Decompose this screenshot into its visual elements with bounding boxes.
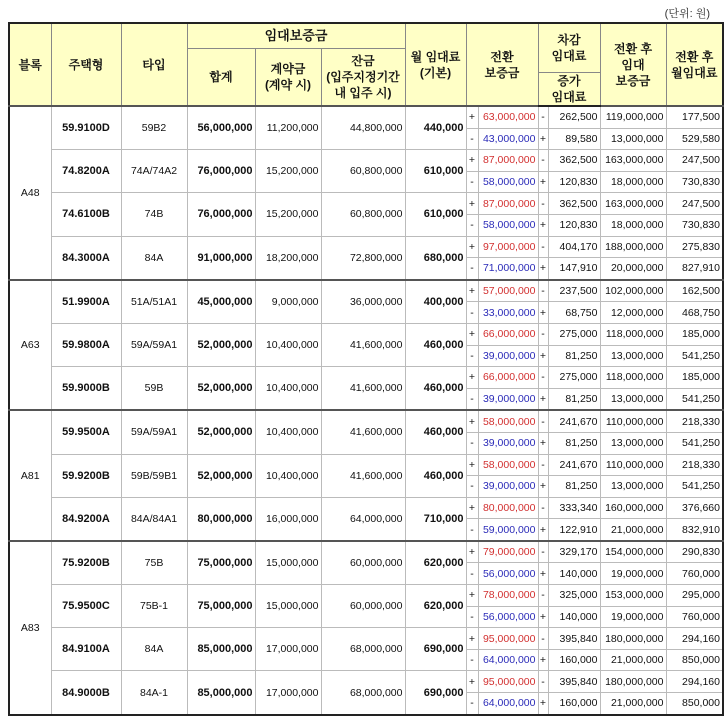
after-monthly-rent: 275,830 xyxy=(666,236,723,258)
deposit-sign: + xyxy=(466,193,478,215)
rent-adjustment: 120,830 xyxy=(548,214,600,236)
deposit-total: 91,000,000 xyxy=(187,236,255,280)
rent-adjustment: 160,000 xyxy=(548,693,600,715)
deposit-sign: - xyxy=(466,258,478,280)
after-deposit: 19,000,000 xyxy=(600,606,666,628)
after-deposit: 160,000,000 xyxy=(600,497,666,519)
table-row xyxy=(9,497,723,519)
block-name: A48 xyxy=(9,106,51,280)
rent-adjustment: 81,250 xyxy=(548,432,600,454)
after-deposit: 119,000,000 xyxy=(600,106,666,128)
after-deposit: 110,000,000 xyxy=(600,454,666,476)
deposit-sign: + xyxy=(466,367,478,389)
monthly-rent: 610,000 xyxy=(405,150,466,193)
balance-amount: 60,800,000 xyxy=(321,193,405,236)
header-after-deposit: 전환 후 임대 보증금 xyxy=(600,23,666,106)
deposit-total: 52,000,000 xyxy=(187,410,255,454)
rent-adjustment: 362,500 xyxy=(548,193,600,215)
after-deposit: 13,000,000 xyxy=(600,432,666,454)
after-monthly-rent: 730,830 xyxy=(666,214,723,236)
rent-adjustment: 404,170 xyxy=(548,236,600,258)
rent-table xyxy=(8,22,724,716)
unit-type: 59A/59A1 xyxy=(121,410,187,454)
table-row xyxy=(9,541,723,563)
balance-amount: 44,800,000 xyxy=(321,106,405,150)
deposit-sign: - xyxy=(466,302,478,324)
header-contract: 계약금 (계약 시) xyxy=(255,49,321,107)
rent-sign: - xyxy=(538,106,548,128)
deposit-total: 56,000,000 xyxy=(187,106,255,150)
rent-sign: - xyxy=(538,236,548,258)
after-deposit: 20,000,000 xyxy=(600,258,666,280)
table-row xyxy=(9,628,723,650)
monthly-rent: 680,000 xyxy=(405,236,466,280)
monthly-rent: 440,000 xyxy=(405,106,466,150)
converted-deposit: 58,000,000 xyxy=(478,454,538,476)
rent-sign: + xyxy=(538,432,548,454)
monthly-rent: 460,000 xyxy=(405,454,466,497)
after-deposit: 13,000,000 xyxy=(600,388,666,410)
after-monthly-rent: 832,910 xyxy=(666,519,723,541)
rent-sign: - xyxy=(538,628,548,650)
balance-amount: 41,600,000 xyxy=(321,454,405,497)
after-deposit: 163,000,000 xyxy=(600,193,666,215)
after-deposit: 18,000,000 xyxy=(600,214,666,236)
rent-adjustment: 275,000 xyxy=(548,323,600,345)
deposit-sign: + xyxy=(466,541,478,563)
after-deposit: 153,000,000 xyxy=(600,585,666,607)
rent-adjustment: 68,750 xyxy=(548,302,600,324)
rent-adjustment: 81,250 xyxy=(548,345,600,367)
deposit-total: 85,000,000 xyxy=(187,628,255,671)
rent-sign: - xyxy=(538,323,548,345)
unit-type: 59B xyxy=(121,367,187,411)
rent-sign: + xyxy=(538,258,548,280)
rent-adjustment: 362,500 xyxy=(548,150,600,172)
rent-adjustment: 262,500 xyxy=(548,106,600,128)
rent-adjustment: 140,000 xyxy=(548,563,600,585)
balance-amount: 60,000,000 xyxy=(321,541,405,585)
rent-sign: + xyxy=(538,519,548,541)
unit-type: 84A-1 xyxy=(121,671,187,715)
rent-sign: + xyxy=(538,693,548,715)
after-deposit: 12,000,000 xyxy=(600,302,666,324)
housing-type: 59.9000B xyxy=(51,367,121,411)
unit-type: 51A/51A1 xyxy=(121,280,187,324)
converted-deposit: 56,000,000 xyxy=(478,606,538,628)
unit-label: (단위: 원) xyxy=(664,8,710,20)
converted-deposit: 66,000,000 xyxy=(478,323,538,345)
deposit-sign: + xyxy=(466,150,478,172)
after-monthly-rent: 294,160 xyxy=(666,628,723,650)
converted-deposit: 95,000,000 xyxy=(478,671,538,693)
table-row xyxy=(9,280,723,302)
rent-adjustment: 140,000 xyxy=(548,606,600,628)
after-monthly-rent: 827,910 xyxy=(666,258,723,280)
rent-sign: - xyxy=(538,410,548,432)
rent-sign: - xyxy=(538,367,548,389)
contract-amount: 11,200,000 xyxy=(255,106,321,150)
deposit-sign: - xyxy=(466,214,478,236)
contract-amount: 9,000,000 xyxy=(255,280,321,324)
after-deposit: 21,000,000 xyxy=(600,519,666,541)
rent-sign: + xyxy=(538,171,548,193)
unit-type: 84A/84A1 xyxy=(121,497,187,541)
unit-type: 84A xyxy=(121,628,187,671)
converted-deposit: 64,000,000 xyxy=(478,693,538,715)
deposit-total: 52,000,000 xyxy=(187,323,255,366)
deposit-total: 45,000,000 xyxy=(187,280,255,324)
converted-deposit: 66,000,000 xyxy=(478,367,538,389)
deposit-total: 52,000,000 xyxy=(187,454,255,497)
header-block: 블록 xyxy=(9,23,51,106)
housing-type: 74.6100B xyxy=(51,193,121,236)
balance-amount: 68,000,000 xyxy=(321,628,405,671)
rent-adjustment: 333,340 xyxy=(548,497,600,519)
rent-adjustment: 160,000 xyxy=(548,649,600,671)
deposit-sign: + xyxy=(466,497,478,519)
deposit-sign: - xyxy=(466,128,478,150)
contract-amount: 10,400,000 xyxy=(255,454,321,497)
unit-type: 84A xyxy=(121,236,187,280)
balance-amount: 41,600,000 xyxy=(321,367,405,411)
deposit-total: 52,000,000 xyxy=(187,367,255,411)
after-deposit: 118,000,000 xyxy=(600,323,666,345)
contract-amount: 17,000,000 xyxy=(255,628,321,671)
table-row xyxy=(9,671,723,693)
after-monthly-rent: 247,500 xyxy=(666,193,723,215)
rent-sign: - xyxy=(538,497,548,519)
monthly-rent: 460,000 xyxy=(405,323,466,366)
balance-amount: 41,600,000 xyxy=(321,323,405,366)
contract-amount: 10,400,000 xyxy=(255,410,321,454)
block-name: A83 xyxy=(9,541,51,715)
after-monthly-rent: 850,000 xyxy=(666,649,723,671)
rent-adjustment: 237,500 xyxy=(548,280,600,302)
deposit-sign: - xyxy=(466,345,478,367)
converted-deposit: 71,000,000 xyxy=(478,258,538,280)
housing-type: 84.9000B xyxy=(51,671,121,715)
rent-sign: + xyxy=(538,214,548,236)
deposit-sign: - xyxy=(466,519,478,541)
block-name: A63 xyxy=(9,280,51,411)
after-monthly-rent: 760,000 xyxy=(666,606,723,628)
after-monthly-rent: 185,000 xyxy=(666,323,723,345)
converted-deposit: 87,000,000 xyxy=(478,150,538,172)
rent-sign: - xyxy=(538,150,548,172)
monthly-rent: 690,000 xyxy=(405,671,466,715)
header-rent-decrease: 차감 임대료 xyxy=(538,23,600,73)
after-monthly-rent: 541,250 xyxy=(666,432,723,454)
after-deposit: 163,000,000 xyxy=(600,150,666,172)
converted-deposit: 57,000,000 xyxy=(478,280,538,302)
after-deposit: 154,000,000 xyxy=(600,541,666,563)
table-row xyxy=(9,150,723,172)
converted-deposit: 97,000,000 xyxy=(478,236,538,258)
contract-amount: 10,400,000 xyxy=(255,367,321,411)
housing-type: 59.9200B xyxy=(51,454,121,497)
after-monthly-rent: 529,580 xyxy=(666,128,723,150)
converted-deposit: 58,000,000 xyxy=(478,410,538,432)
after-monthly-rent: 247,500 xyxy=(666,150,723,172)
deposit-total: 76,000,000 xyxy=(187,150,255,193)
unit-type: 59A/59A1 xyxy=(121,323,187,366)
deposit-sign: - xyxy=(466,476,478,498)
after-deposit: 180,000,000 xyxy=(600,671,666,693)
unit-type: 59B2 xyxy=(121,106,187,150)
rent-adjustment: 325,000 xyxy=(548,585,600,607)
balance-amount: 36,000,000 xyxy=(321,280,405,324)
rent-sign: + xyxy=(538,476,548,498)
header-type: 타입 xyxy=(121,23,187,106)
after-deposit: 21,000,000 xyxy=(600,649,666,671)
header-deposit: 임대보증금 xyxy=(187,23,405,49)
after-deposit: 21,000,000 xyxy=(600,693,666,715)
converted-deposit: 95,000,000 xyxy=(478,628,538,650)
after-monthly-rent: 468,750 xyxy=(666,302,723,324)
block-name: A81 xyxy=(9,410,51,541)
after-monthly-rent: 760,000 xyxy=(666,563,723,585)
rent-adjustment: 395,840 xyxy=(548,671,600,693)
housing-type: 51.9900A xyxy=(51,280,121,324)
rent-adjustment: 147,910 xyxy=(548,258,600,280)
after-deposit: 180,000,000 xyxy=(600,628,666,650)
deposit-total: 75,000,000 xyxy=(187,585,255,628)
housing-type: 59.9100D xyxy=(51,106,121,150)
deposit-sign: - xyxy=(466,606,478,628)
after-monthly-rent: 730,830 xyxy=(666,171,723,193)
after-deposit: 19,000,000 xyxy=(600,563,666,585)
rent-adjustment: 275,000 xyxy=(548,367,600,389)
balance-amount: 72,800,000 xyxy=(321,236,405,280)
converted-deposit: 80,000,000 xyxy=(478,497,538,519)
rent-adjustment: 395,840 xyxy=(548,628,600,650)
converted-deposit: 64,000,000 xyxy=(478,649,538,671)
unit-type: 75B xyxy=(121,541,187,585)
table-row xyxy=(9,193,723,215)
after-monthly-rent: 295,000 xyxy=(666,585,723,607)
balance-amount: 68,000,000 xyxy=(321,671,405,715)
contract-amount: 16,000,000 xyxy=(255,497,321,541)
rent-sign: + xyxy=(538,302,548,324)
deposit-sign: + xyxy=(466,106,478,128)
after-deposit: 13,000,000 xyxy=(600,476,666,498)
converted-deposit: 59,000,000 xyxy=(478,519,538,541)
rent-adjustment: 329,170 xyxy=(548,541,600,563)
contract-amount: 18,200,000 xyxy=(255,236,321,280)
converted-deposit: 79,000,000 xyxy=(478,541,538,563)
contract-amount: 17,000,000 xyxy=(255,671,321,715)
rent-adjustment: 241,670 xyxy=(548,410,600,432)
rent-adjustment: 120,830 xyxy=(548,171,600,193)
after-monthly-rent: 541,250 xyxy=(666,476,723,498)
after-monthly-rent: 177,500 xyxy=(666,106,723,128)
deposit-sign: - xyxy=(466,171,478,193)
converted-deposit: 58,000,000 xyxy=(478,171,538,193)
deposit-sign: + xyxy=(466,628,478,650)
header-monthly: 월 임대료 (기본) xyxy=(405,23,466,106)
table-row xyxy=(9,410,723,432)
rent-adjustment: 81,250 xyxy=(548,388,600,410)
table-row xyxy=(9,585,723,607)
rent-sign: + xyxy=(538,649,548,671)
rent-sign: + xyxy=(538,388,548,410)
header-balance: 잔금 (입주지정기간 내 입주 시) xyxy=(321,49,405,107)
deposit-total: 75,000,000 xyxy=(187,541,255,585)
converted-deposit: 58,000,000 xyxy=(478,214,538,236)
header-after-monthly: 전환 후 월임대료 xyxy=(666,23,723,106)
after-monthly-rent: 541,250 xyxy=(666,345,723,367)
after-monthly-rent: 162,500 xyxy=(666,280,723,302)
converted-deposit: 56,000,000 xyxy=(478,563,538,585)
unit-type: 59B/59B1 xyxy=(121,454,187,497)
contract-amount: 15,200,000 xyxy=(255,150,321,193)
housing-type: 59.9500A xyxy=(51,410,121,454)
rent-sign: - xyxy=(538,193,548,215)
converted-deposit: 87,000,000 xyxy=(478,193,538,215)
deposit-sign: + xyxy=(466,236,478,258)
monthly-rent: 620,000 xyxy=(405,541,466,585)
after-deposit: 110,000,000 xyxy=(600,410,666,432)
monthly-rent: 620,000 xyxy=(405,585,466,628)
rent-adjustment: 89,580 xyxy=(548,128,600,150)
rent-sign: - xyxy=(538,454,548,476)
after-monthly-rent: 850,000 xyxy=(666,693,723,715)
after-deposit: 118,000,000 xyxy=(600,367,666,389)
deposit-sign: + xyxy=(466,585,478,607)
monthly-rent: 710,000 xyxy=(405,497,466,541)
contract-amount: 15,000,000 xyxy=(255,585,321,628)
rent-adjustment: 241,670 xyxy=(548,454,600,476)
balance-amount: 60,800,000 xyxy=(321,150,405,193)
deposit-sign: - xyxy=(466,563,478,585)
monthly-rent: 400,000 xyxy=(405,280,466,324)
converted-deposit: 63,000,000 xyxy=(478,106,538,128)
after-deposit: 13,000,000 xyxy=(600,128,666,150)
after-monthly-rent: 218,330 xyxy=(666,410,723,432)
after-monthly-rent: 218,330 xyxy=(666,454,723,476)
deposit-sign: + xyxy=(466,454,478,476)
after-monthly-rent: 541,250 xyxy=(666,388,723,410)
rent-sign: + xyxy=(538,563,548,585)
balance-amount: 60,000,000 xyxy=(321,585,405,628)
converted-deposit: 39,000,000 xyxy=(478,432,538,454)
converted-deposit: 78,000,000 xyxy=(478,585,538,607)
rent-sign: - xyxy=(538,671,548,693)
header-housing-type: 주택형 xyxy=(51,23,121,106)
deposit-sign: - xyxy=(466,693,478,715)
contract-amount: 15,200,000 xyxy=(255,193,321,236)
unit-type: 74A/74A2 xyxy=(121,150,187,193)
after-deposit: 188,000,000 xyxy=(600,236,666,258)
deposit-sign: + xyxy=(466,280,478,302)
header-conv-deposit: 전환 보증금 xyxy=(466,23,538,106)
deposit-sign: - xyxy=(466,649,478,671)
deposit-total: 76,000,000 xyxy=(187,193,255,236)
table-row xyxy=(9,454,723,476)
rent-sign: - xyxy=(538,541,548,563)
table-row xyxy=(9,236,723,258)
housing-type: 84.9200A xyxy=(51,497,121,541)
deposit-sign: + xyxy=(466,671,478,693)
housing-type: 84.9100A xyxy=(51,628,121,671)
rent-sign: + xyxy=(538,606,548,628)
after-monthly-rent: 290,830 xyxy=(666,541,723,563)
deposit-sign: + xyxy=(466,323,478,345)
after-monthly-rent: 185,000 xyxy=(666,367,723,389)
table-row xyxy=(9,323,723,345)
rent-adjustment: 122,910 xyxy=(548,519,600,541)
converted-deposit: 43,000,000 xyxy=(478,128,538,150)
rent-sign: + xyxy=(538,345,548,367)
housing-type: 75.9500C xyxy=(51,585,121,628)
housing-type: 84.3000A xyxy=(51,236,121,280)
header-total: 합계 xyxy=(187,49,255,107)
unit-type: 74B xyxy=(121,193,187,236)
header-rent-increase: 증가 임대료 xyxy=(538,73,600,107)
rent-sign: - xyxy=(538,585,548,607)
after-deposit: 102,000,000 xyxy=(600,280,666,302)
balance-amount: 64,000,000 xyxy=(321,497,405,541)
contract-amount: 10,400,000 xyxy=(255,323,321,366)
after-monthly-rent: 376,660 xyxy=(666,497,723,519)
deposit-sign: - xyxy=(466,388,478,410)
converted-deposit: 33,000,000 xyxy=(478,302,538,324)
converted-deposit: 39,000,000 xyxy=(478,476,538,498)
rent-sign: - xyxy=(538,280,548,302)
monthly-rent: 690,000 xyxy=(405,628,466,671)
balance-amount: 41,600,000 xyxy=(321,410,405,454)
housing-type: 74.8200A xyxy=(51,150,121,193)
converted-deposit: 39,000,000 xyxy=(478,345,538,367)
housing-type: 59.9800A xyxy=(51,323,121,366)
unit-type: 75B-1 xyxy=(121,585,187,628)
converted-deposit: 39,000,000 xyxy=(478,388,538,410)
deposit-sign: + xyxy=(466,410,478,432)
deposit-total: 85,000,000 xyxy=(187,671,255,715)
rent-adjustment: 81,250 xyxy=(548,476,600,498)
after-deposit: 13,000,000 xyxy=(600,345,666,367)
monthly-rent: 610,000 xyxy=(405,193,466,236)
table-row xyxy=(9,367,723,389)
housing-type: 75.9200B xyxy=(51,541,121,585)
monthly-rent: 460,000 xyxy=(405,410,466,454)
deposit-sign: - xyxy=(466,432,478,454)
contract-amount: 15,000,000 xyxy=(255,541,321,585)
after-monthly-rent: 294,160 xyxy=(666,671,723,693)
table-row xyxy=(9,106,723,128)
after-deposit: 18,000,000 xyxy=(600,171,666,193)
rent-sign: + xyxy=(538,128,548,150)
monthly-rent: 460,000 xyxy=(405,367,466,411)
deposit-total: 80,000,000 xyxy=(187,497,255,541)
